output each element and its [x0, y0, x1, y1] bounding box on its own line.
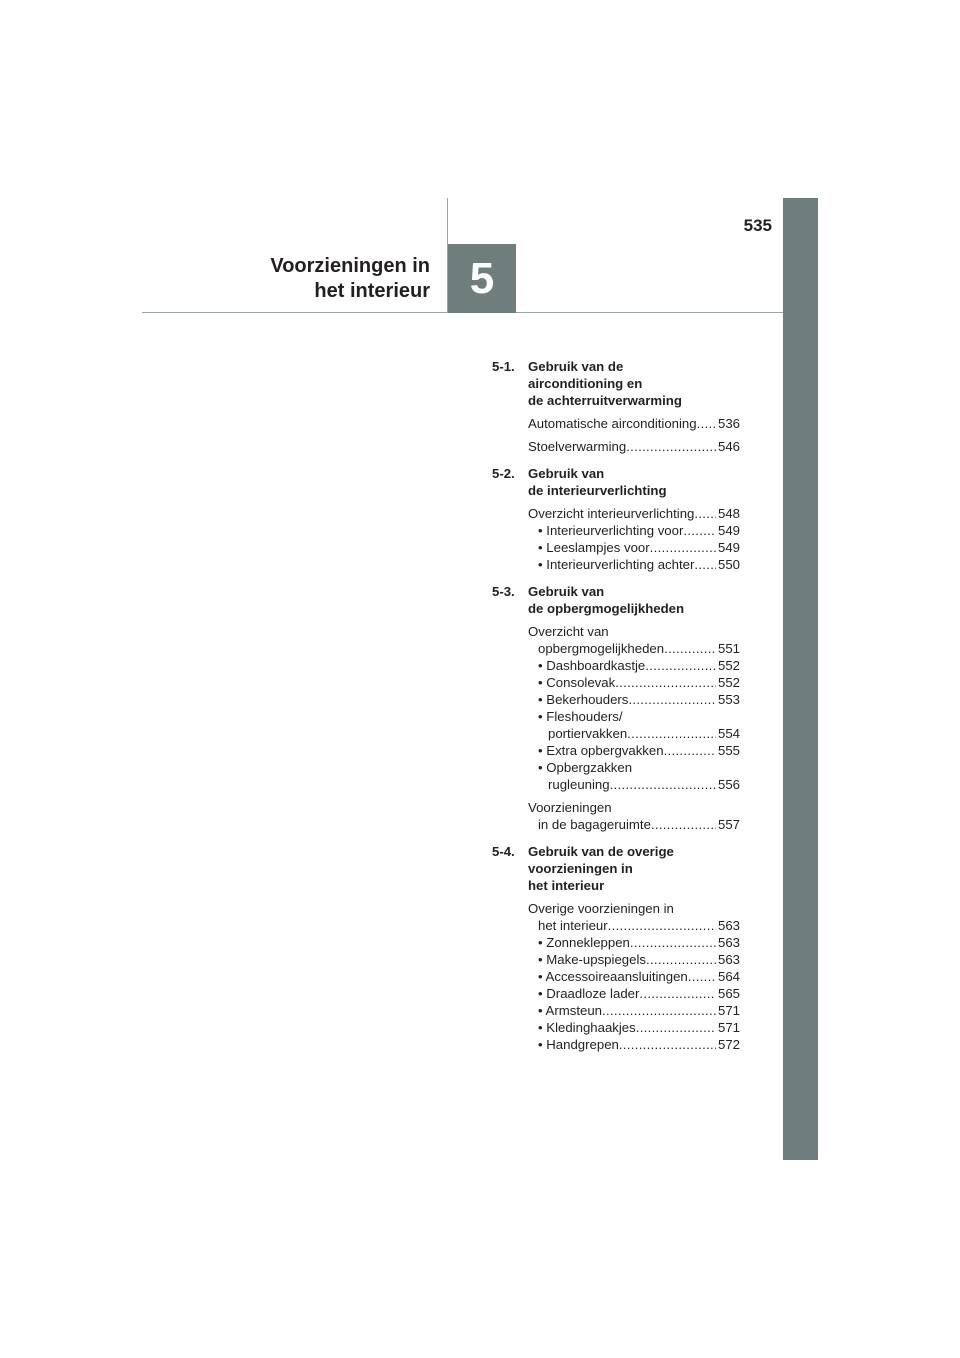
toc-entry-page: 554	[717, 726, 740, 741]
toc-section	[492, 843, 740, 1053]
toc-section-number: 5-1.	[492, 359, 515, 374]
toc-section-heading[interactable]	[492, 358, 740, 409]
chapter-side-band	[783, 198, 818, 1160]
toc-entry[interactable]	[528, 522, 740, 539]
chapter-title-line: het interieur	[314, 280, 430, 302]
toc-leader-dots	[628, 691, 716, 708]
toc-leader-dots	[688, 968, 716, 985]
toc-entry-page: 550	[717, 557, 740, 572]
toc-section-title-line: Gebruik van	[528, 584, 605, 599]
toc-entry-label: • Interieurverlichting voor	[538, 523, 684, 538]
toc-entry-page: 549	[717, 523, 740, 538]
toc-section-title-line: Gebruik van	[528, 466, 605, 481]
toc-entry-label: • Dashboardkastje	[538, 658, 646, 673]
toc-leader-dots	[664, 640, 716, 657]
toc-entry-row	[538, 657, 740, 674]
toc-section-title-line: het interieur	[528, 878, 605, 893]
toc-entry-label: in de bagageruimte	[538, 817, 651, 832]
toc-entry-row	[528, 917, 740, 934]
toc-entry-group	[528, 799, 740, 833]
toc-entry-label: • Armsteun	[538, 1003, 602, 1018]
toc-entry[interactable]	[528, 674, 740, 691]
toc-entry[interactable]	[528, 742, 740, 759]
toc-entry-label: het interieur	[538, 918, 608, 933]
toc-entry-label-line: • Opbergzakken	[538, 760, 633, 775]
toc-section-number: 5-4.	[492, 844, 515, 859]
table-of-contents	[492, 358, 740, 1063]
toc-section-heading[interactable]	[492, 583, 740, 617]
toc-entry[interactable]	[528, 556, 740, 573]
toc-entry-label: • Kledinghaakjes	[538, 1020, 636, 1035]
toc-entry-row	[538, 934, 740, 951]
page-number: 535	[743, 216, 772, 235]
toc-entry[interactable]	[528, 799, 740, 833]
toc-entry-row	[538, 776, 740, 793]
toc-entries	[528, 900, 740, 1053]
toc-leader-dots	[694, 505, 716, 522]
toc-section	[492, 358, 740, 455]
toc-leader-dots	[619, 1036, 716, 1053]
toc-entry-label: opbergmogelijkheden	[538, 641, 665, 656]
toc-entry-page: 563	[717, 935, 740, 950]
toc-entry-page: 552	[717, 675, 740, 690]
toc-entry-label: • Bekerhouders	[538, 692, 629, 707]
toc-leader-dots	[626, 438, 716, 455]
toc-entry[interactable]	[528, 539, 740, 556]
toc-section-title-line: Gebruik van de overige	[528, 844, 674, 859]
toc-section	[492, 465, 740, 573]
toc-entry-row	[528, 438, 740, 455]
toc-leader-dots	[651, 816, 716, 833]
toc-entry-row	[538, 539, 740, 556]
toc-entry-row	[528, 816, 740, 833]
toc-entry[interactable]	[528, 438, 740, 455]
toc-entry-page: 563	[717, 918, 740, 933]
toc-entry-group	[528, 900, 740, 1053]
toc-entry-page: 563	[717, 952, 740, 967]
toc-section-title	[528, 358, 740, 409]
toc-entry-row	[538, 674, 740, 691]
toc-leader-dots	[636, 1019, 716, 1036]
toc-entry[interactable]	[528, 951, 740, 968]
toc-entry-page: 553	[717, 692, 740, 707]
toc-entry-row	[528, 415, 740, 432]
toc-leader-dots	[664, 742, 716, 759]
toc-entry-label: Automatische airconditioning	[528, 416, 697, 431]
toc-entry[interactable]	[528, 934, 740, 951]
toc-entry-label: • Draadloze lader	[538, 986, 640, 1001]
toc-section-title-line: de interieurverlichting	[528, 483, 667, 498]
toc-entry-label: • Interieurverlichting achter	[538, 557, 695, 572]
toc-section-heading[interactable]	[492, 843, 740, 894]
toc-leader-dots	[646, 951, 716, 968]
toc-entry-page: 548	[717, 506, 740, 521]
toc-entries	[528, 623, 740, 833]
toc-entry-group	[528, 505, 740, 573]
toc-entry-page: 572	[717, 1037, 740, 1052]
toc-leader-dots	[683, 522, 716, 539]
toc-entry-page: 571	[717, 1020, 740, 1035]
toc-entry-label-line: • Fleshouders/	[538, 709, 623, 724]
toc-entries	[528, 415, 740, 455]
toc-entry-row	[538, 742, 740, 759]
toc-entry[interactable]	[528, 708, 740, 742]
toc-entry-page: 571	[717, 1003, 740, 1018]
toc-section-number: 5-2.	[492, 466, 515, 481]
toc-entries	[528, 505, 740, 573]
toc-section-heading[interactable]	[492, 465, 740, 499]
toc-entry-page: 556	[717, 777, 740, 792]
toc-entry-label: • Extra opbergvakken	[538, 743, 664, 758]
toc-section	[492, 583, 740, 833]
toc-entry[interactable]	[528, 1036, 740, 1053]
toc-entry-label: • Handgrepen	[538, 1037, 619, 1052]
toc-section-title-line: de achterruitverwarming	[528, 393, 682, 408]
toc-entry-row	[528, 640, 740, 657]
toc-section-title-line: Gebruik van de	[528, 359, 624, 374]
toc-entry-label-line: Voorzieningen	[528, 800, 612, 815]
toc-leader-dots	[694, 556, 716, 573]
toc-entry[interactable]	[528, 505, 740, 522]
toc-section-number: 5-3.	[492, 584, 515, 599]
toc-entry-group	[528, 415, 740, 432]
toc-entry-page: 551	[717, 641, 740, 656]
toc-section-title	[528, 465, 740, 499]
toc-entry-row	[538, 725, 740, 742]
toc-entry-row	[538, 951, 740, 968]
chapter-title-line: Voorzieningen in	[270, 255, 430, 277]
toc-leader-dots	[627, 725, 716, 742]
toc-entry-group	[528, 623, 740, 793]
toc-leader-dots	[610, 776, 716, 793]
toc-entry-label: • Zonnekleppen	[538, 935, 630, 950]
chapter-number: 5	[469, 253, 495, 303]
toc-entry[interactable]	[528, 759, 740, 793]
toc-leader-dots	[608, 917, 716, 934]
toc-leader-dots	[650, 539, 716, 556]
toc-entry-page: 552	[717, 658, 740, 673]
toc-entry[interactable]	[528, 900, 740, 934]
toc-entry[interactable]	[528, 691, 740, 708]
toc-entry-label-line: Overzicht van	[528, 624, 609, 639]
toc-entry-page: 557	[717, 817, 740, 832]
toc-entry-label-line: Overige voorzieningen in	[528, 901, 674, 916]
chapter-title	[160, 254, 430, 304]
toc-section-title	[528, 583, 740, 617]
toc-entry-page: 565	[717, 986, 740, 1001]
toc-entry[interactable]	[528, 623, 740, 657]
toc-entry-label: • Make-upspiegels	[538, 952, 646, 967]
toc-entry-row	[538, 985, 740, 1002]
toc-section-title-line: airconditioning en	[528, 376, 643, 391]
toc-entry-label: Stoelverwarming	[528, 439, 627, 454]
toc-entry-group	[528, 438, 740, 455]
toc-leader-dots	[697, 415, 716, 432]
toc-entry[interactable]	[528, 985, 740, 1002]
toc-leader-dots	[630, 934, 716, 951]
chapter-number-box	[448, 244, 516, 313]
toc-entry-label: rugleuning	[548, 777, 610, 792]
toc-entry-page: 546	[717, 439, 740, 454]
toc-entry[interactable]	[528, 968, 740, 985]
toc-leader-dots	[645, 657, 716, 674]
toc-entry-row	[538, 968, 740, 985]
toc-entry-row	[538, 1002, 740, 1019]
toc-entry[interactable]	[528, 1002, 740, 1019]
toc-entry-page: 555	[717, 743, 740, 758]
toc-section-title	[528, 843, 740, 894]
toc-entry-label: Overzicht interieurverlichting	[528, 506, 695, 521]
toc-leader-dots	[602, 1002, 716, 1019]
toc-entry-label: portiervakken	[548, 726, 628, 741]
toc-entry[interactable]	[528, 415, 740, 432]
toc-entry[interactable]	[528, 657, 740, 674]
toc-entry-row	[538, 691, 740, 708]
toc-entry-label: • Leeslampjes voor	[538, 540, 650, 555]
toc-section-title-line: voorzieningen in	[528, 861, 633, 876]
toc-entry-page: 536	[717, 416, 740, 431]
toc-entry-row	[538, 556, 740, 573]
toc-entry-page: 549	[717, 540, 740, 555]
toc-section-title-line: de opbergmogelijkheden	[528, 601, 685, 616]
toc-entry-row	[538, 1036, 740, 1053]
toc-entry-label: • Consolevak	[538, 675, 616, 690]
toc-leader-dots	[615, 674, 716, 691]
toc-entry-row	[528, 505, 740, 522]
toc-entry-row	[538, 522, 740, 539]
toc-entry[interactable]	[528, 1019, 740, 1036]
toc-entry-page: 564	[717, 969, 740, 984]
toc-leader-dots	[639, 985, 716, 1002]
toc-entry-label: • Accessoireaansluitingen	[538, 969, 688, 984]
toc-entry-row	[538, 1019, 740, 1036]
